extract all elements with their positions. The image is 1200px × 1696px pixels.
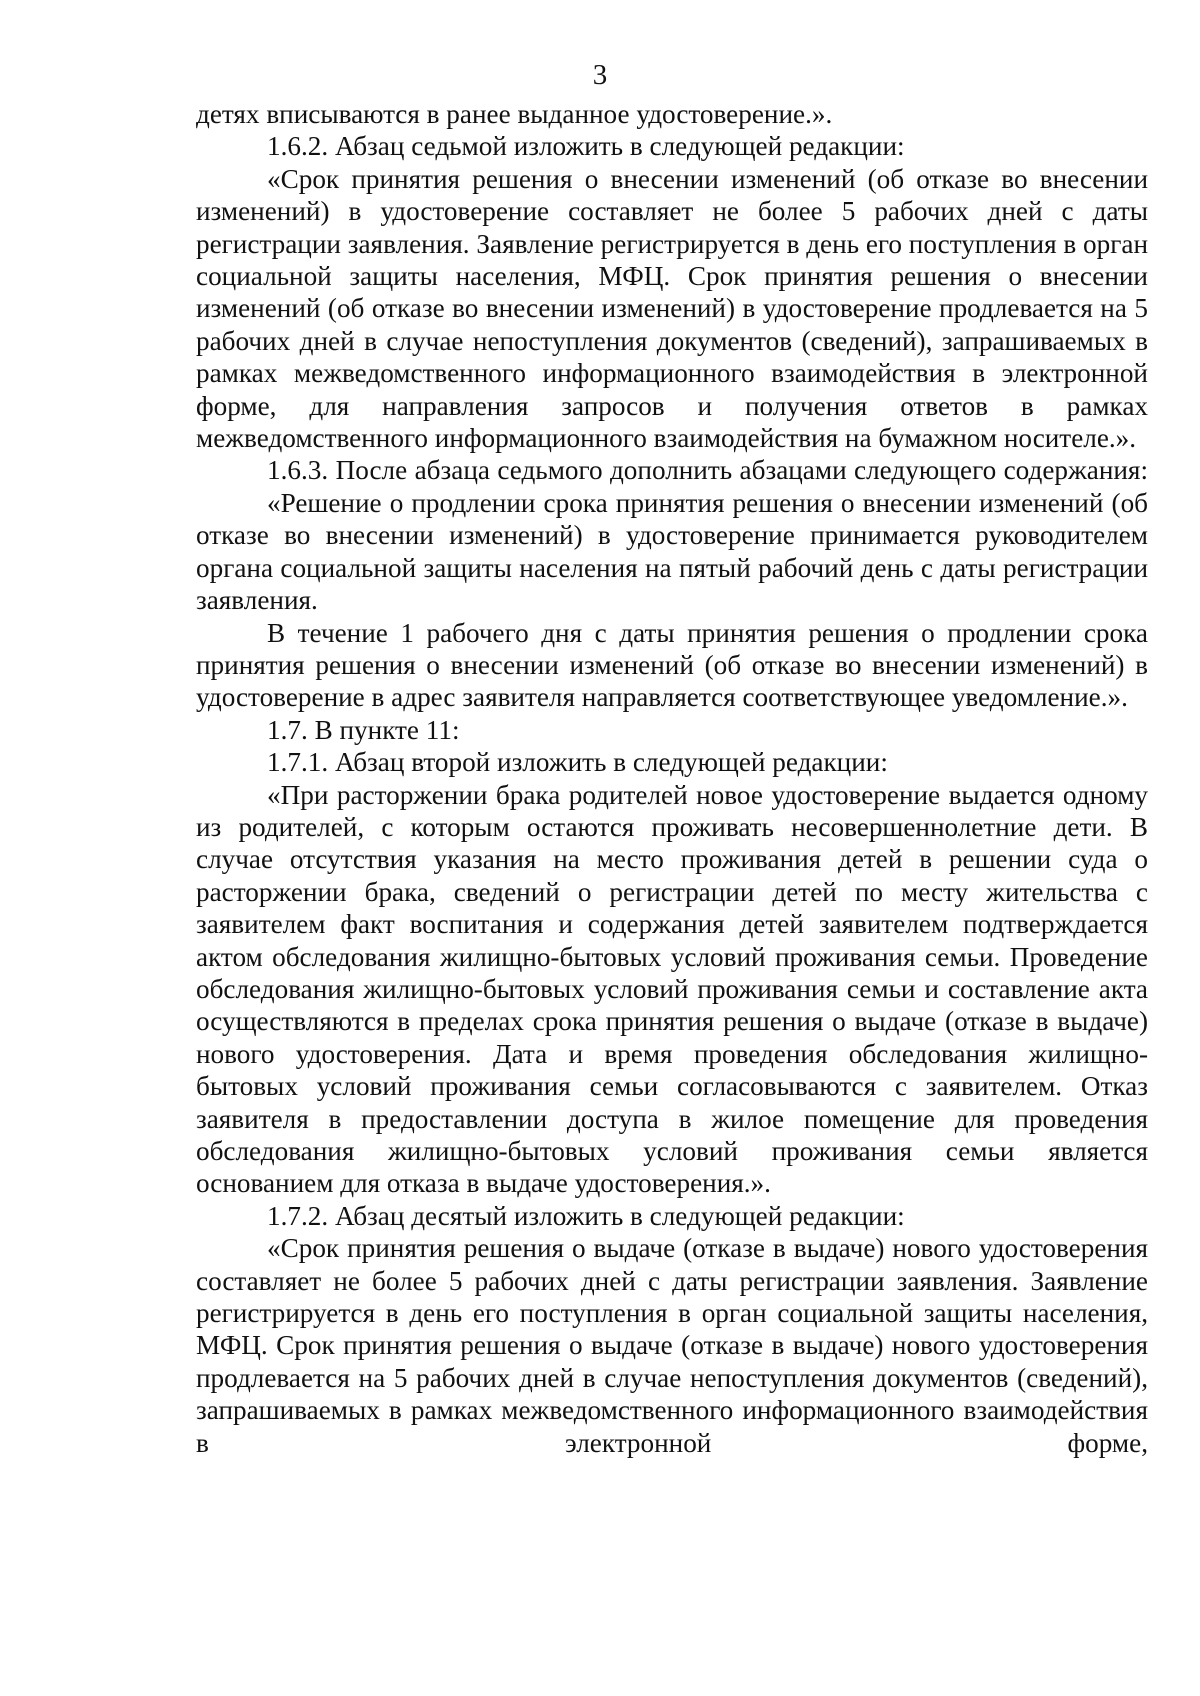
page-number: 3 bbox=[592, 59, 608, 91]
paragraph-item-1-6-3: 1.6.3. После абзаца седьмого дополнить абзацами следующего содержания: bbox=[267, 455, 1148, 486]
paragraph-quote-new-certificate-term: «Срок принятия решения о выдаче (отказе в выдаче) нового удостоверения составляет не более 5 рабочих дней с даты регистрации заявления. Заявление регистрируется в день его поступления в орган социальной защиты населения, МФЦ. Срок принятия решения о выдаче (отказе в выдаче) нового удостоверения продлевается на 5 рабочих дней в случае непоступления документов (сведений), запрашиваемых в рамках межведомственного информационного взаимодействия в электронной форме, bbox=[196, 1233, 1148, 1458]
paragraph-quote-divorce: «При расторжении брака родителей новое удостоверение выдается одному из родителей, с которым остаются проживать несовершеннолетние дети. В случае отсутствия указания на место проживания детей в решении суда о расторжении брака, сведений о регистрации детей по месту жительства с заявителем факт воспитания и содержания детей заявителем подтверждается актом обследования жилищно-бытовых условий проживания семьи. Проведение обследования жилищно-бытовых условий проживания семьи и составление акта осуществляются в пределах срока принятия решения о выдаче (отказе в выдаче) нового удостоверения. Дата и время проведения обследования жилищно-бытовых условий проживания семьи согласовываются с заявителем. Отказ заявителя в предоставлении доступа в жилое помещение для проведения обследования жилищно-бытовых условий проживания семьи является основанием для отказа в выдаче удостоверения.». bbox=[196, 779, 1148, 1199]
paragraph-quote-extension-decision: «Решение о продлении срока принятия решения о внесении изменений (об отказе во внесении изменений) в удостоверение принимается руководителем органа социальной защиты населения на пятый рабочий день с даты регистрации заявления. bbox=[196, 487, 1148, 616]
paragraph-item-1-7-1: 1.7.1. Абзац второй изложить в следующей редакции: bbox=[267, 747, 888, 778]
paragraph-item-1-7: 1.7. В пункте 11: bbox=[267, 714, 460, 745]
paragraph-continuation: детях вписываются в ранее выданное удостоверение.». bbox=[196, 99, 833, 129]
paragraph-notification: В течение 1 рабочего дня с даты принятия решения о продлении срока принятия решения о внесении изменений (об отказе во внесении изменений) в удостоверение в адрес заявителя направляется соответствующее уведомление.». bbox=[196, 617, 1148, 713]
paragraph-item-1-7-2: 1.7.2. Абзац десятый изложить в следующей редакции: bbox=[267, 1200, 905, 1231]
document-body bbox=[196, 98, 1148, 1459]
paragraph-item-1-6-2: 1.6.2. Абзац седьмой изложить в следующей редакции: bbox=[267, 131, 905, 162]
paragraph-quote-term-changes: «Срок принятия решения о внесении изменений (об отказе во внесении изменений) в удостоверение составляет не более 5 рабочих дней с даты регистрации заявления. Заявление регистрируется в день его поступления в орган социальной защиты населения, МФЦ. Срок принятия решения о внесении изменений (об отказе во внесении изменений) в удостоверение продлевается на 5 рабочих дней в случае непоступления документов (сведений), запрашиваемых в рамках межведомственного информационного взаимодействия в электронной форме, для направления запросов и получения ответов в рамках межведомственного информационного взаимодействия на бумажном носителе.». bbox=[196, 163, 1148, 454]
